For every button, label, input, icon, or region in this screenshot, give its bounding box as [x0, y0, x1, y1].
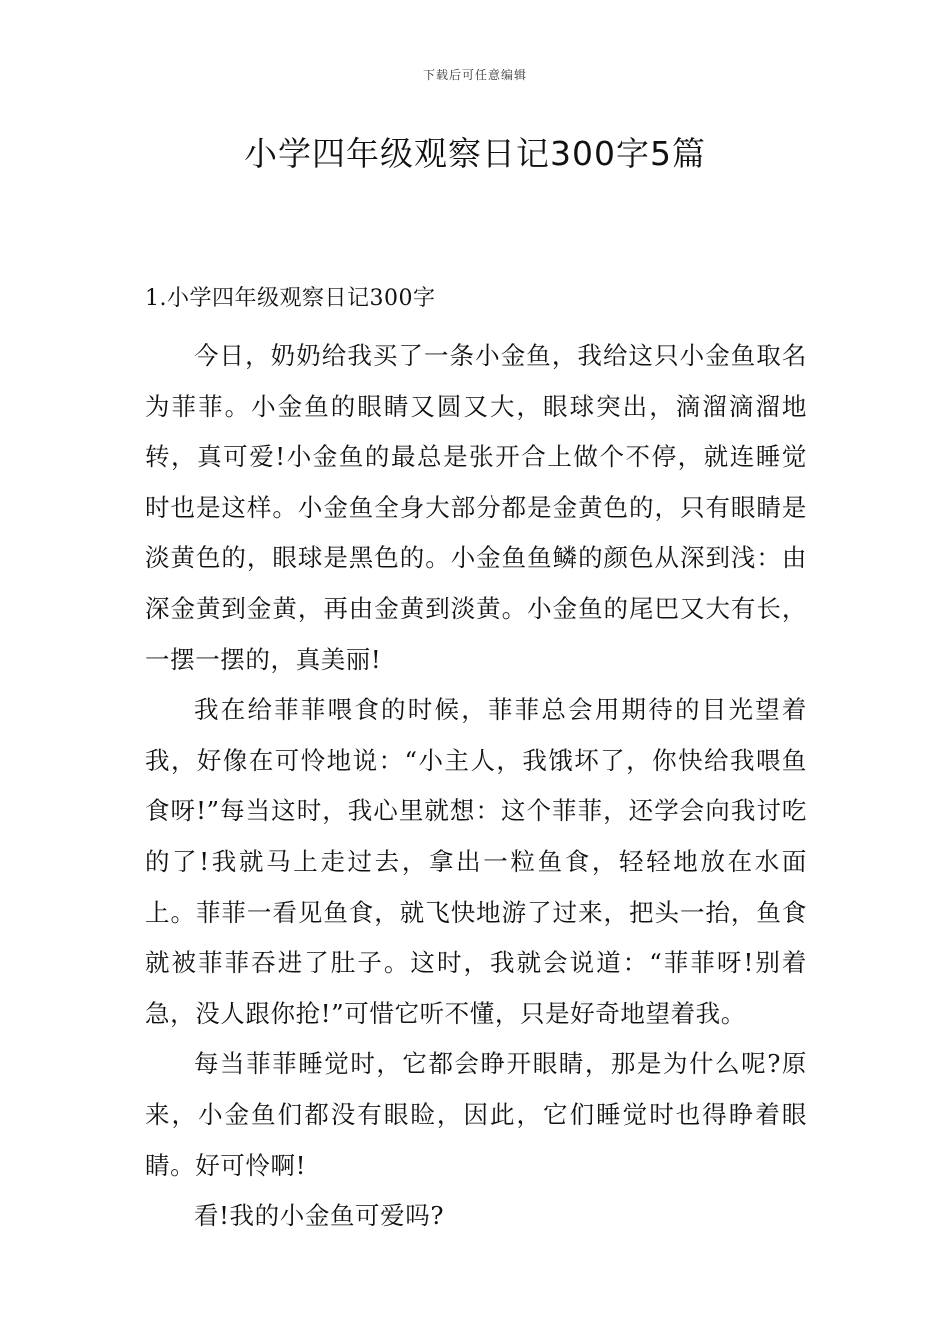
document-title: 小学四年级观察日记300字5篇: [244, 134, 706, 173]
paragraph: 看!我的小金鱼可爱吗?: [194, 1201, 445, 1231]
paragraph: 今日，奶奶给我买了一条小金鱼，我给这只小金鱼取名为菲菲。小金鱼的眼睛又圆又大，眼球突出，滴溜滴溜地转，真可爱!小金鱼的最总是张开合上做个不停，就连睡觉时也是这样。小金鱼全身大部分都是金黄色的，只有眼睛是淡黄色的，眼球是黑色的。小金鱼鱼鳞的颜色从深到浅：由深金黄到金黄，再由金黄到淡黄。小金鱼的尾巴又大有长，一摆一摆的，真美丽!: [145, 341, 807, 674]
paragraph: 我在给菲菲喂食的时候，菲菲总会用期待的目光望着我，好像在可怜地说：“小主人，我饿坏了，你快给我喂鱼食呀!”每当这时，我心里就想：这个菲菲，还学会向我讨吃的了!我就马上走过去，拿出一粒鱼食，轻轻地放在水面上。菲菲一看见鱼食，就飞快地游了过来，把头一抬，鱼食就被菲菲吞进了肚子。这时，我就会说道：“菲菲呀!别着急，没人跟你抢!”可惜它听不懂，只是好奇地望着我。: [145, 695, 807, 1028]
document-body: [145, 282, 807, 1242]
section-heading: 1.小学四年级观察日记300字: [145, 286, 436, 311]
paragraph: 每当菲菲睡觉时，它都会睁开眼睛，那是为什么呢?原来，小金鱼们都没有眼睑，因此，它们睡觉时也得睁着眼睛。好可怜啊!: [145, 1049, 807, 1180]
header-note: 下载后可任意编辑: [422, 68, 527, 82]
